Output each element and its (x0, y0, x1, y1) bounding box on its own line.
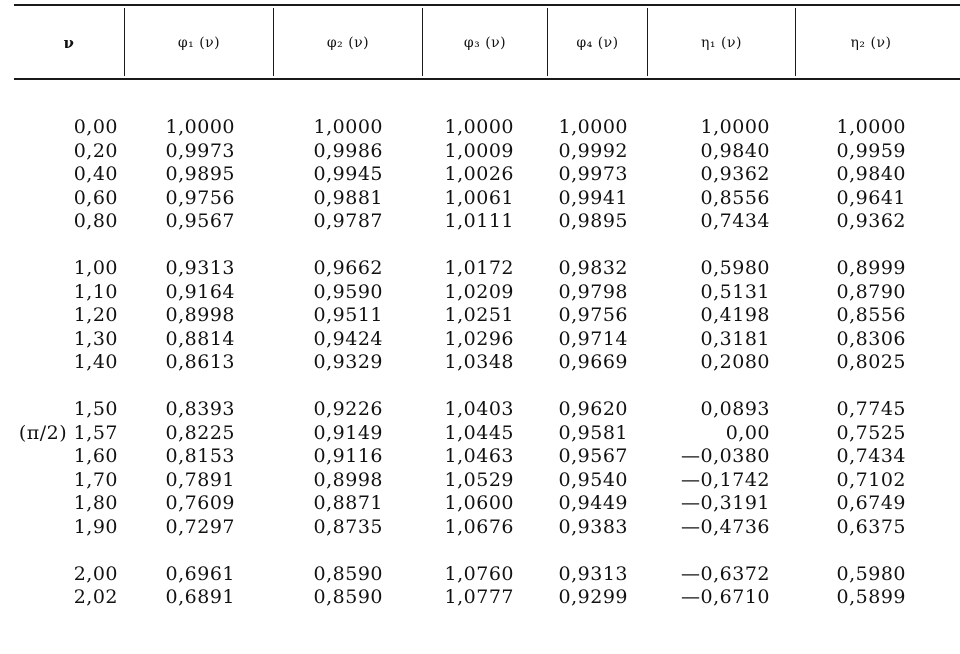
cell-phi1: 0,9567 (165, 210, 235, 233)
cell-phi2: 0,9662 (313, 256, 383, 279)
cell-phi3: 1,0026 (444, 163, 514, 186)
table-row (0, 328, 960, 352)
cell-phi4: 0,9581 (558, 421, 628, 444)
cell-eta1: 1,0000 (700, 116, 770, 138)
cell-phi2: 0,9149 (313, 421, 383, 444)
column-divider (422, 8, 423, 76)
cell-phi3: 1,0296 (444, 327, 514, 350)
table-row (0, 257, 960, 281)
cell-phi4: 0,9973 (558, 163, 628, 186)
cell-phi1: 0,6891 (165, 586, 235, 609)
cell-eta2: 0,9840 (836, 163, 906, 186)
cell-nu: 1,10 (73, 280, 118, 303)
cell-eta2: 0,9362 (836, 210, 906, 233)
cell-nu: 0,40 (73, 163, 118, 186)
cell-phi4: 0,9832 (558, 256, 628, 279)
cell-phi3: 1,0676 (444, 515, 514, 538)
table-row (0, 187, 960, 211)
cell-nu: 2,00 (73, 562, 118, 585)
cell-phi2: 0,8590 (313, 562, 383, 585)
cell-phi2: 0,8735 (313, 515, 383, 538)
table-row (0, 563, 960, 587)
cell-phi3: 1,0000 (444, 116, 514, 138)
cell-nu: 1,80 (73, 492, 118, 515)
cell-eta1: 0,9840 (700, 139, 770, 162)
cell-phi1: 0,9756 (165, 186, 235, 209)
header-eta1: η₁ (ν) (701, 35, 742, 51)
cell-eta1: 0,4198 (700, 304, 770, 327)
cell-phi3: 1,0403 (444, 397, 514, 420)
table-row (0, 210, 960, 234)
table-body (0, 116, 960, 633)
table-row (0, 281, 960, 305)
table-row (0, 492, 960, 516)
cell-phi4: 0,9798 (558, 280, 628, 303)
cell-phi2: 0,9329 (313, 351, 383, 374)
cell-phi3: 1,0251 (444, 304, 514, 327)
header-phi4: φ₄ (ν) (576, 35, 619, 51)
cell-eta2: 0,8556 (836, 304, 906, 327)
cell-phi4: 1,0000 (558, 116, 628, 138)
cell-eta1: 0,7434 (700, 210, 770, 233)
cell-phi1: 0,9164 (165, 280, 235, 303)
cell-eta2: 0,8790 (836, 280, 906, 303)
cell-phi4: 0,9540 (558, 468, 628, 491)
table-row (0, 586, 960, 610)
cell-eta2: 0,5980 (836, 562, 906, 585)
cell-phi4: 0,9383 (558, 515, 628, 538)
cell-phi4: 0,9714 (558, 327, 628, 350)
table-row (0, 398, 960, 422)
cell-eta1: —0,4736 (681, 515, 770, 538)
cell-phi3: 1,0348 (444, 351, 514, 374)
cell-phi4: 0,9756 (558, 304, 628, 327)
table-row (0, 516, 960, 540)
header-nu: ν (63, 34, 75, 52)
cell-phi1: 0,9895 (165, 163, 235, 186)
cell-phi4: 0,9299 (558, 586, 628, 609)
cell-phi4: 0,9313 (558, 562, 628, 585)
cell-eta2: 0,6749 (836, 492, 906, 515)
cell-phi3: 1,0760 (444, 562, 514, 585)
cell-phi3: 1,0209 (444, 280, 514, 303)
header-phi1: φ₁ (ν) (177, 35, 221, 51)
column-divider (795, 8, 796, 76)
cell-eta1: —0,6372 (681, 562, 770, 585)
column-divider (124, 8, 125, 76)
table-row (0, 140, 960, 164)
table-row (0, 422, 960, 446)
table-row (0, 304, 960, 328)
cell-phi1: 0,8814 (165, 327, 235, 350)
cell-nu: 2,02 (73, 586, 118, 609)
cell-phi2: 0,9590 (313, 280, 383, 303)
cell-nu: 1,90 (73, 515, 118, 538)
cell-eta1: 0,2080 (700, 351, 770, 374)
table-header (14, 8, 960, 78)
cell-phi4: 0,9941 (558, 186, 628, 209)
cell-phi3: 1,0009 (444, 139, 514, 162)
cell-phi2: 1,0000 (313, 116, 383, 138)
cell-phi2: 0,8590 (313, 586, 383, 609)
table-row (0, 116, 960, 140)
cell-phi2: 0,9986 (313, 139, 383, 162)
cell-phi2: 0,9226 (313, 397, 383, 420)
table-row (0, 351, 960, 375)
cell-phi4: 0,9895 (558, 210, 628, 233)
header-rule (14, 78, 960, 80)
top-rule (14, 4, 960, 6)
cell-eta1: 0,00 (725, 421, 770, 444)
table-row (0, 163, 960, 187)
cell-eta2: 0,7434 (836, 445, 906, 468)
cell-phi1: 0,8613 (165, 351, 235, 374)
cell-eta2: 0,7102 (836, 468, 906, 491)
cell-phi3: 1,0529 (444, 468, 514, 491)
column-divider (547, 8, 548, 76)
cell-nu: 1,40 (73, 351, 118, 374)
cell-eta2: 0,9959 (836, 139, 906, 162)
cell-eta2: 0,5899 (836, 586, 906, 609)
cell-eta2: 0,6375 (836, 515, 906, 538)
cell-phi4: 0,9669 (558, 351, 628, 374)
cell-nu: 1,20 (73, 304, 118, 327)
cell-phi2: 0,9787 (313, 210, 383, 233)
header-phi2: φ₂ (ν) (326, 35, 370, 51)
cell-phi2: 0,9511 (313, 304, 383, 327)
row-group (0, 398, 960, 540)
cell-phi4: 0,9620 (558, 397, 628, 420)
cell-phi2: 0,9116 (313, 445, 383, 468)
cell-eta2: 0,7745 (836, 397, 906, 420)
cell-eta2: 0,8306 (836, 327, 906, 350)
cell-phi1: 0,6961 (165, 562, 235, 585)
cell-phi2: 0,8998 (313, 468, 383, 491)
cell-eta2: 1,0000 (836, 116, 906, 138)
cell-phi3: 1,0061 (444, 186, 514, 209)
cell-phi2: 0,9881 (313, 186, 383, 209)
cell-phi1: 0,8998 (165, 304, 235, 327)
cell-eta1: —0,0380 (681, 445, 770, 468)
column-divider (647, 8, 648, 76)
cell-nu: 1,30 (73, 327, 118, 350)
cell-nu: (π/2) 1,57 (18, 421, 118, 444)
cell-nu: 0,80 (73, 210, 118, 233)
row-group (0, 257, 960, 375)
cell-phi4: 0,9567 (558, 445, 628, 468)
cell-phi1: 0,8393 (165, 397, 235, 420)
column-divider (273, 8, 274, 76)
cell-eta1: 0,0893 (700, 397, 770, 420)
cell-eta1: —0,6710 (681, 586, 770, 609)
cell-nu: 1,70 (73, 468, 118, 491)
cell-phi3: 1,0111 (444, 210, 514, 233)
cell-phi1: 0,7609 (165, 492, 235, 515)
header-eta2: η₂ (ν) (850, 35, 892, 51)
cell-phi1: 0,8153 (165, 445, 235, 468)
cell-phi2: 0,9945 (313, 163, 383, 186)
cell-phi2: 0,8871 (313, 492, 383, 515)
header-phi3: φ₃ (ν) (463, 35, 507, 51)
cell-eta1: 0,8556 (700, 186, 770, 209)
cell-eta1: —0,1742 (681, 468, 770, 491)
cell-nu: 1,00 (73, 256, 118, 279)
cell-phi1: 0,8225 (165, 421, 235, 444)
table-row (0, 445, 960, 469)
cell-phi1: 0,7891 (165, 468, 235, 491)
cell-phi1: 0,9973 (165, 139, 235, 162)
cell-phi3: 1,0600 (444, 492, 514, 515)
cell-nu: 0,20 (73, 139, 118, 162)
cell-phi2: 0,9424 (313, 327, 383, 350)
cell-nu: 1,60 (73, 445, 118, 468)
cell-phi3: 1,0172 (444, 256, 514, 279)
cell-eta1: —0,3191 (681, 492, 770, 515)
cell-phi4: 0,9449 (558, 492, 628, 515)
cell-nu: 0,60 (73, 186, 118, 209)
cell-phi1: 1,0000 (165, 116, 235, 138)
cell-phi1: 0,7297 (165, 515, 235, 538)
row-group (0, 563, 960, 610)
cell-eta2: 0,8999 (836, 256, 906, 279)
cell-phi3: 1,0463 (444, 445, 514, 468)
cell-eta1: 0,9362 (700, 163, 770, 186)
cell-phi3: 1,0445 (444, 421, 514, 444)
cell-eta2: 0,8025 (836, 351, 906, 374)
row-group (0, 116, 960, 234)
cell-eta2: 0,9641 (836, 186, 906, 209)
table-row (0, 469, 960, 493)
cell-eta1: 0,5131 (700, 280, 770, 303)
cell-phi1: 0,9313 (165, 256, 235, 279)
cell-eta1: 0,5980 (700, 256, 770, 279)
cell-eta2: 0,7525 (836, 421, 906, 444)
cell-eta1: 0,3181 (700, 327, 770, 350)
cell-nu: 0,00 (73, 116, 118, 138)
cell-nu: 1,50 (73, 397, 118, 420)
cell-phi4: 0,9992 (558, 139, 628, 162)
cell-phi3: 1,0777 (444, 586, 514, 609)
